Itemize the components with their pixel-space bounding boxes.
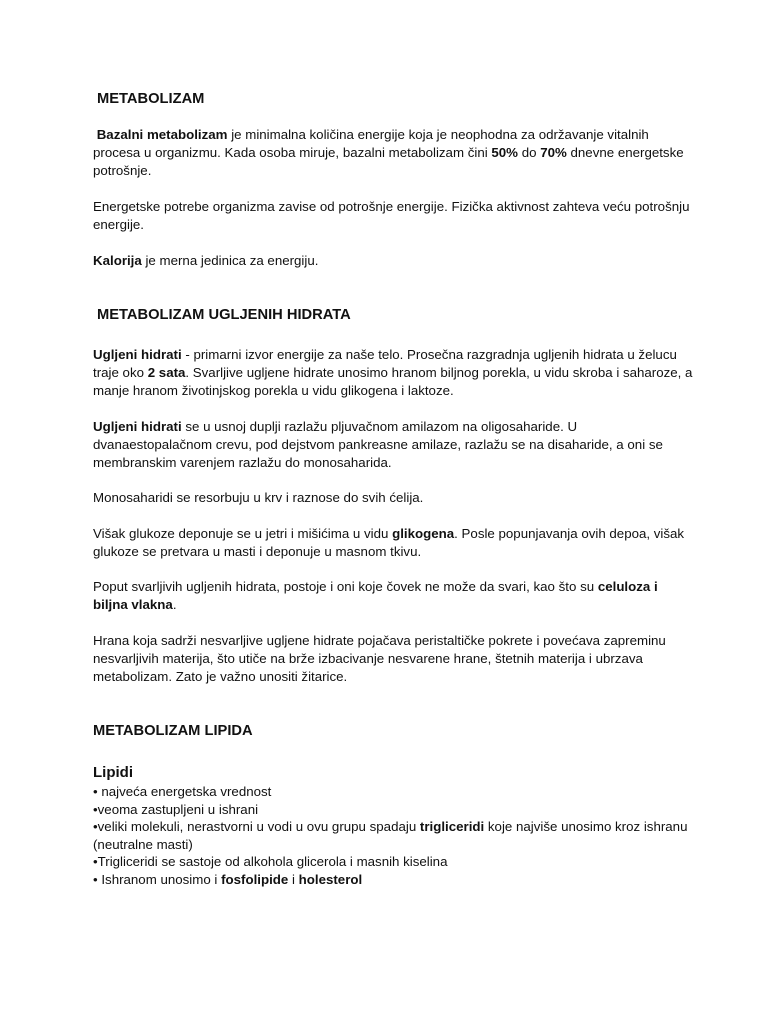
text: je merna jedinica za energiju. (141, 253, 319, 268)
text: - primarni izvor energije za naše telo. Prosečna razgradnja ugljenih hidrata u želucu traje oko (93, 347, 677, 380)
text: • Ishranom unosimo i (93, 871, 222, 887)
bold-text: glikogena (392, 526, 455, 541)
bold-text: trigliceridi (419, 819, 485, 834)
paragraph-kalorija (93, 252, 693, 270)
subheading-lipidi: Lipidi (93, 764, 133, 781)
bold-text: celuloza i biljna vlakna (93, 579, 658, 612)
text: . (172, 597, 177, 612)
list-item (93, 818, 693, 853)
text: i (288, 871, 299, 887)
text: . Posle popunjavanja ovih depoa, višak glukoze se pretvara u masti i deponuje u masnom tkivu. (93, 526, 685, 559)
paragraph-monosaharidi: Monosaharidi se resorbuju u krv i raznose do svih ćelija. (93, 490, 424, 505)
text: Višak glukoze deponuje se u jetri i mišićima u vidu (93, 526, 393, 541)
text: dnevne energetske potrošnje. (93, 145, 684, 178)
bold-text: Bazalni metabolizam (96, 127, 228, 142)
paragraph-nesvarljivi (93, 578, 693, 614)
paragraph-visak-glukoze (93, 525, 693, 561)
text: Poput svarljivih ugljenih hidrata, postoje i oni koje čovek ne može da svari, kao što su (93, 579, 598, 594)
bold-text: Ugljeni hidrati (93, 419, 182, 434)
bold-text: Ugljeni hidrati (93, 347, 182, 362)
heading-lipidi: METABOLIZAM LIPIDA (93, 723, 253, 739)
lipidi-list (93, 783, 693, 888)
heading-metabolizam: METABOLIZAM (97, 91, 205, 107)
list-item (93, 801, 693, 819)
list-item (93, 871, 693, 889)
text: je minimalna količina energije koja je neophodna za održavanje vitalnih procesa u organizmu. Kada osoba miruje, bazalni metabolizam čini (93, 127, 649, 160)
text: do (518, 145, 541, 160)
text: •Trigliceridi se sastoje od alkohola glicerola i masnih kiselina (93, 854, 448, 869)
bold-text: Kalorija (93, 253, 142, 268)
bold-text: 70% (540, 145, 567, 160)
text: se u usnoj duplji razlažu pljuvačnom amilazom na oligosaharide. U dvanaestopalačnom crevu, pod dejstvom pankreasne amilaze, razlažu se na disaharide, a oni se membranskim varenjem razlažu do monosaharida. (93, 419, 663, 470)
bold-text: 2 sata (147, 365, 186, 380)
text: koje najviše unosimo kroz ishranu (neutralne masti) (93, 819, 688, 852)
paragraph-ugljeni-hidrati-1 (93, 346, 693, 400)
bold-text: 50% (491, 145, 518, 160)
text: •veoma zastupljeni u ishrani (93, 801, 259, 817)
paragraph-ugljeni-hidrati-2 (93, 418, 693, 472)
bold-text: fosfolipide (221, 871, 289, 887)
paragraph-hrana: Hrana koja sadrži nesvarljive ugljene hidrate pojačava peristaltičke pokrete i povećava zapreminu nesvarljivih materija, što utiče na brže izbacivanje nesvarene hrane, štetnih materija i ubrzava metabolizam. Zato je važno unositi žitarice. (93, 633, 666, 684)
heading-ugljeni-hidrati: METABOLIZAM UGLJENIH HIDRATA (97, 307, 351, 323)
text: . Svarljive ugljene hidrate unosimo hranom biljnog porekla, u vidu skroba i saharoze, a manje hranom životinjskog porekla u vidu glikogena i laktoze. (93, 365, 693, 398)
paragraph-bazalni-metabolizam (93, 126, 693, 180)
text: •veliki molekuli, nerastvorni u vodi u ovu grupu spadaju (93, 819, 420, 834)
list-item (93, 783, 693, 801)
bold-text: holesterol (298, 871, 363, 887)
text: • najveća energetska vrednost (93, 784, 272, 799)
paragraph-energetske-potrebe: Energetske potrebe organizma zavise od potrošnje energije. Fizička aktivnost zahteva veću potrošnju energije. (93, 199, 690, 232)
list-item (93, 853, 693, 871)
